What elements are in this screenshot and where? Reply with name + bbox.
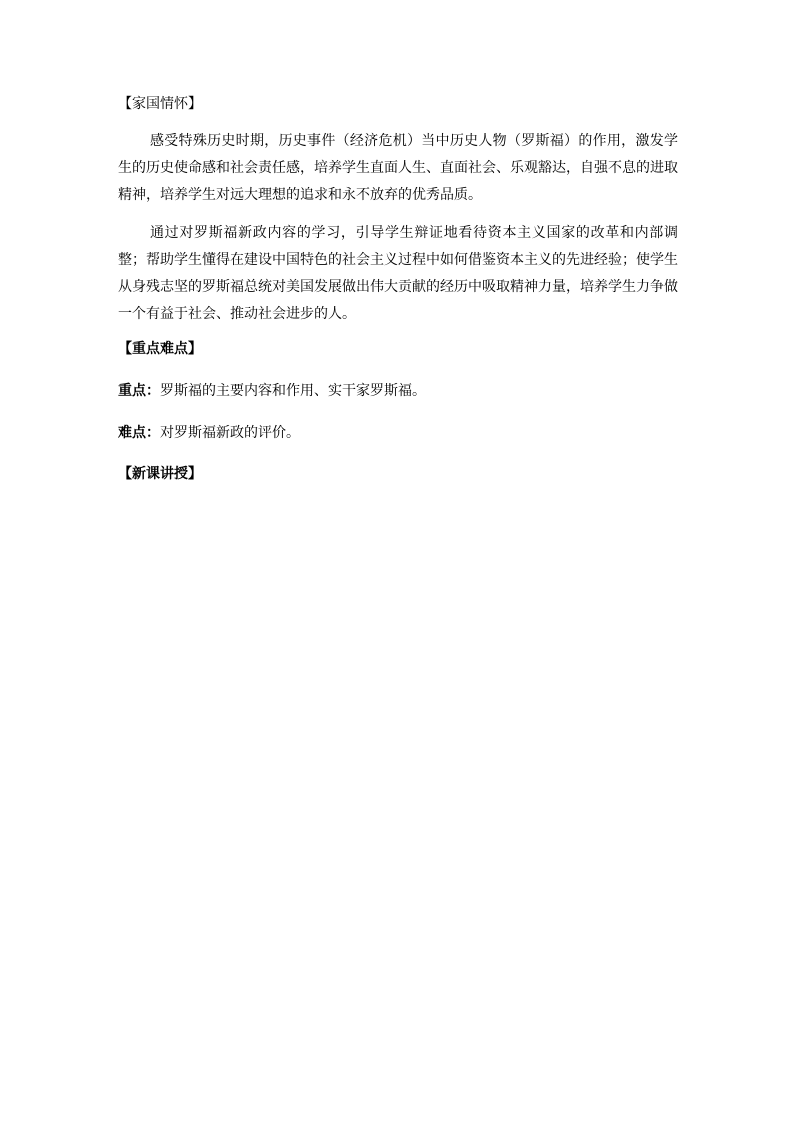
difficult-point-label: 难点： [118,425,160,441]
difficult-point-line [118,421,678,445]
key-point-text: 罗斯福的主要内容和作用、实干家罗斯福。 [160,383,426,399]
section-heading-new-lesson: 【新课讲授】 [118,466,202,482]
patriotism-paragraph-2: 通过对罗斯福新政内容的学习，引导学生辩证地看待资本主义国家的改革和内部调整；帮助学生懂得在建设中国特色的社会主义过程中如何借鉴资本主义的先进经验；使学生从身残志坚的罗斯福总统对美国发展做出伟大贡献的经历中吸取精神力量，培养学生力争做一个有益于社会、推动社会进步的人。 [118,225,678,322]
section-heading-patriotism: 【家国情怀】 [118,96,202,112]
difficult-point-text: 对罗斯福新政的评价。 [160,425,300,441]
key-point-label: 重点： [118,383,160,399]
section-heading-key-points: 【重点难点】 [118,341,202,357]
patriotism-paragraph-1: 感受特殊历史时期，历史事件（经济危机）当中历史人物（罗斯福）的作用，激发学生的历史使命感和社会责任感，培养学生直面人生、直面社会、乐观豁达，自强不息的进取精神，培养学生对远大理想的追求和永不放弃的优秀品质。 [118,133,678,203]
key-point-line [118,379,678,403]
document-content [118,92,678,486]
